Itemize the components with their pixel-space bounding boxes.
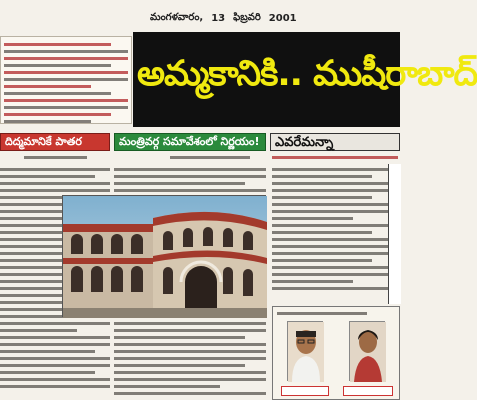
- portrait-man-glasses: [288, 322, 324, 382]
- caption-right: [343, 386, 393, 396]
- opinions-box-heading: [277, 309, 367, 318]
- dateline: [150, 10, 400, 26]
- date-year: 2001: [268, 12, 297, 24]
- headline-banner: [133, 32, 477, 127]
- date-month: ఫిబ్రవరి: [233, 12, 261, 23]
- headline: అమ్మకానికి.. ముషీరాబాద్: [137, 54, 477, 94]
- portrait-woman: [350, 322, 386, 382]
- section-title-right: ఎవరేమన్నా: [275, 135, 334, 150]
- top-left-blurb: [0, 36, 132, 124]
- opinions-box: [272, 306, 400, 400]
- colonial-jail-building-photo: [63, 196, 267, 318]
- subhead-right: [272, 153, 398, 162]
- right-edge-strip: [388, 164, 401, 304]
- caption-left: [281, 386, 329, 396]
- main-photo: [62, 195, 266, 317]
- portrait-man: [287, 321, 323, 381]
- section-bar-middle: [114, 133, 266, 151]
- article-middle-intro: [114, 164, 266, 194]
- article-right-column: [272, 164, 388, 304]
- article-middle-body: [114, 318, 266, 400]
- date-day: మంగళవారం,: [150, 12, 204, 23]
- section-bar-left: [0, 133, 110, 151]
- section-bar-right: [270, 133, 400, 151]
- byline-middle: [170, 153, 250, 162]
- section-title-left: దిద్మమానికే పాతర: [5, 135, 82, 148]
- portrait-woman: [349, 321, 385, 381]
- section-title-middle: మంత్రివర్గ సమావేశంలో నిర్ణయం!: [119, 135, 260, 148]
- date-number: 13: [211, 12, 226, 24]
- byline-left: [24, 153, 114, 162]
